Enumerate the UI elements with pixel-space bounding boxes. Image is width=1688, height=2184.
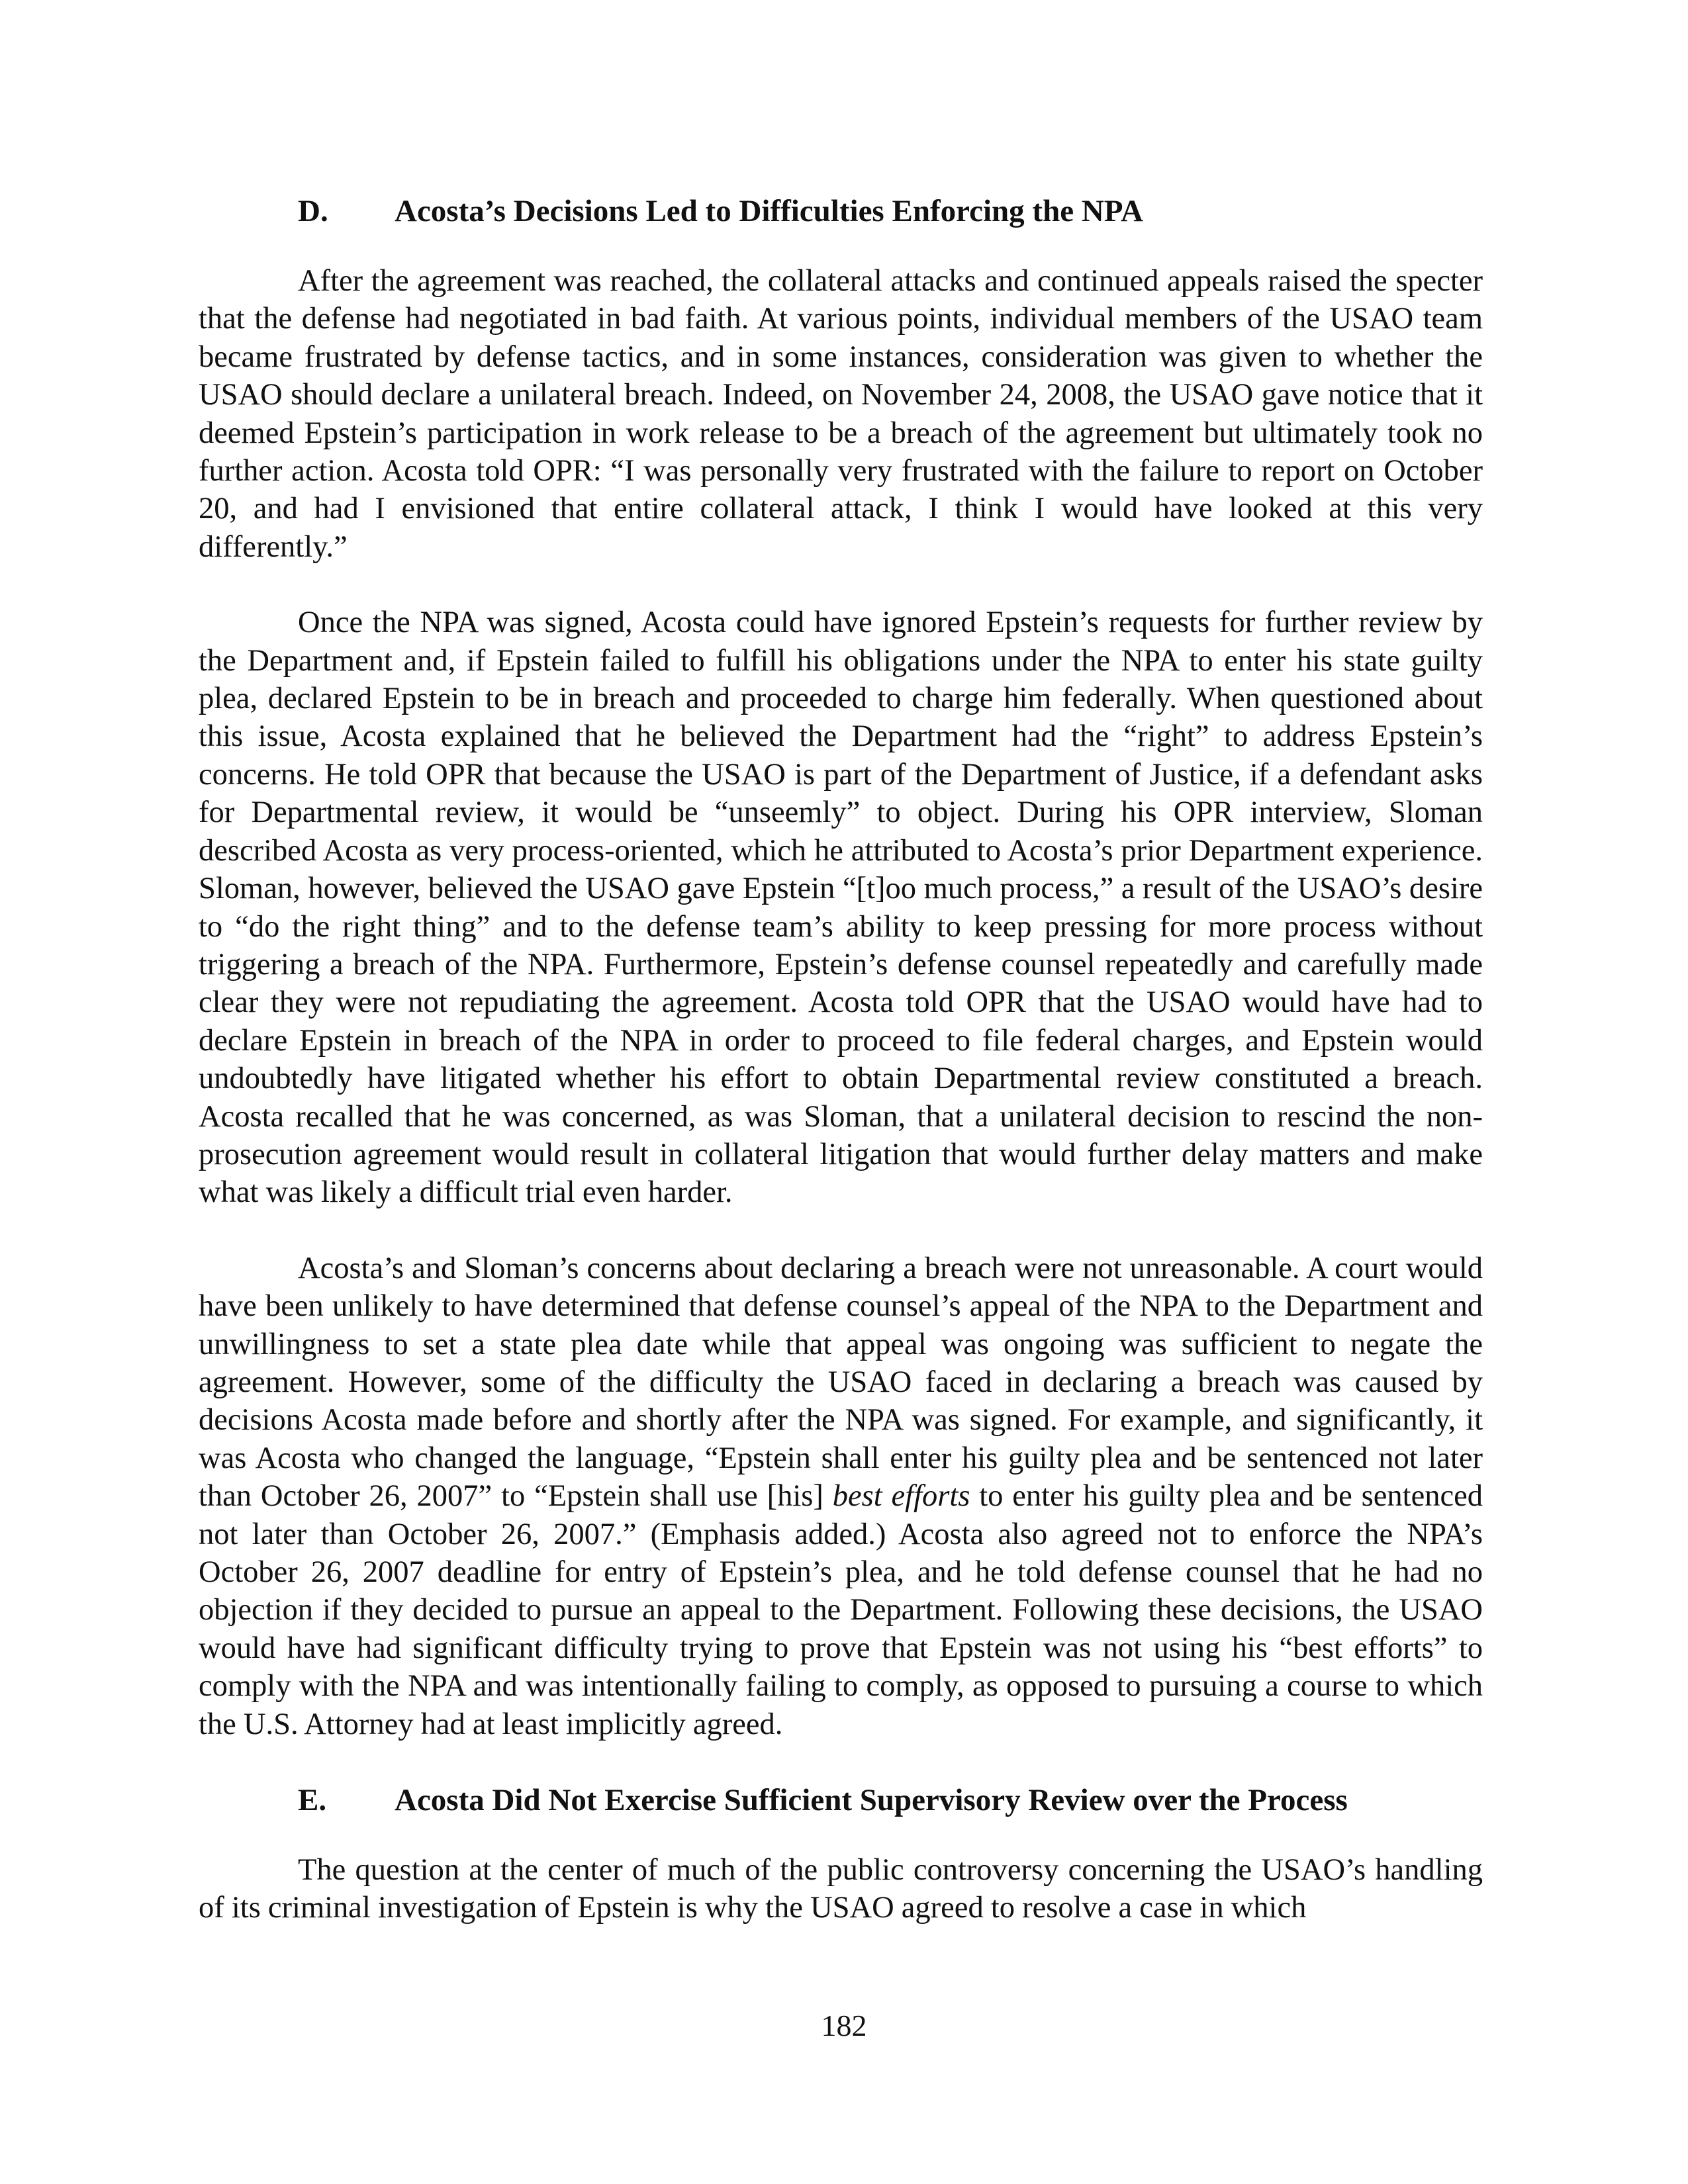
document-page bbox=[199, 192, 1483, 1927]
paragraph-4: The question at the center of much of the public controversy concerning the USAO’s handling of its criminal investigation of Epstein is why the USAO agreed to resolve a case in which bbox=[199, 1853, 1483, 1925]
section-letter-d: D. bbox=[298, 194, 328, 228]
paragraph-1: After the agreement was reached, the collateral attacks and continued appeals raised the specter that the defense had negotiated in bad faith. At various points, individual members of the USAO team became frustrated by defense tactics, and in some instances, consideration was given to whether the USAO should declare a unilateral breach. Indeed, on November 24, 2008, the USAO gave notice that it deemed Epstein’s participation in work release to be a breach of the agreement but ultimately took no further action. Acosta told OPR: “I was personally very frustrated with the failure to report on October 20, and had I envisioned that entire collateral attack, I think I would have looked at this very differently.” bbox=[199, 264, 1483, 564]
section-title-e: Acosta Did Not Exercise Sufficient Supervisory Review over the Process bbox=[395, 1783, 1348, 1818]
section-heading-e bbox=[298, 1781, 1483, 1819]
page-number: 182 bbox=[821, 2009, 867, 2042]
paragraph-3-part-a: Acosta’s and Sloman’s concerns about declaring a breach were not unreasonable. A court would have been unlikely to have determined that defense counsel’s appeal of the NPA to the Department and unwillingness to set a state plea date while that appeal was ongoing was sufficient to negate the agreement. However, some of the difficulty the USAO faced in declaring a breach was caused by decisions Acosta made before and shortly after the NPA was signed. For example, and significantly, it was Acosta who changed the language, “Epstein shall enter his guilty plea and be sentenced not later than October 26, 2007” to “Epstein shall use [his] bbox=[199, 1251, 1483, 1514]
section-letter-e: E. bbox=[298, 1783, 327, 1818]
paragraph-3-emphasis: best efforts bbox=[832, 1479, 970, 1514]
paragraph-2: Once the NPA was signed, Acosta could have ignored Epstein’s requests for further review by the Department and, if Epstein failed to fulfill his obligations under the NPA to enter his state guilty plea, declared Epstein to be in breach and proceeded to charge him federally. When questioned about this issue, Acosta explained that he believed the Department had the “right” to address Epstein’s concerns. He told OPR that because the USAO is part of the Department of Justice, if a defendant asks for Departmental review, it would be “unseemly” to object. During his OPR interview, Sloman described Acosta as very process-oriented, which he attributed to Acosta’s prior Department experience. Sloman, however, believed the USAO gave Epstein “[t]oo much process,” a result of the USAO’s desire to “do the right thing” and to the defense team’s ability to keep pressing for more process without triggering a breach of the NPA. Furthermore, Epstein’s defense counsel repeatedly and carefully made clear they were not repudiating the agreement. Acosta told OPR that the USAO would have had to declare Epstein in breach of the NPA in order to proceed to file federal charges, and Epstein would undoubtedly have litigated whether his effort to obtain Departmental review constituted a breach. Acosta recalled that he was concerned, as was Sloman, that a unilateral decision to rescind the non-prosecution agreement would result in collateral litigation that would further delay matters and make what was likely a difficult trial even harder. bbox=[199, 606, 1483, 1210]
paragraph-3-part-b: to enter his guilty plea and be sentenced not later than October 26, 2007.” (Emphasis added.) Acosta also agreed not to enforce the NPA’s October 26, 2007 deadline for entry of Epstein’s plea, and he told defense counsel that he had no objection if they decided to pursue an appeal to the Department. Following these decisions, the USAO would have had significant difficulty trying to prove that Epstein was not using his “best efforts” to comply with the NPA and was intentionally failing to comply, as opposed to pursuing a course to which the U.S. Attorney had at least implicitly agreed. bbox=[199, 1479, 1483, 1741]
paragraph-3 bbox=[199, 1250, 1483, 1743]
section-heading-d bbox=[298, 192, 1483, 230]
section-title-d: Acosta’s Decisions Led to Difficulties Enforcing the NPA bbox=[395, 194, 1143, 228]
